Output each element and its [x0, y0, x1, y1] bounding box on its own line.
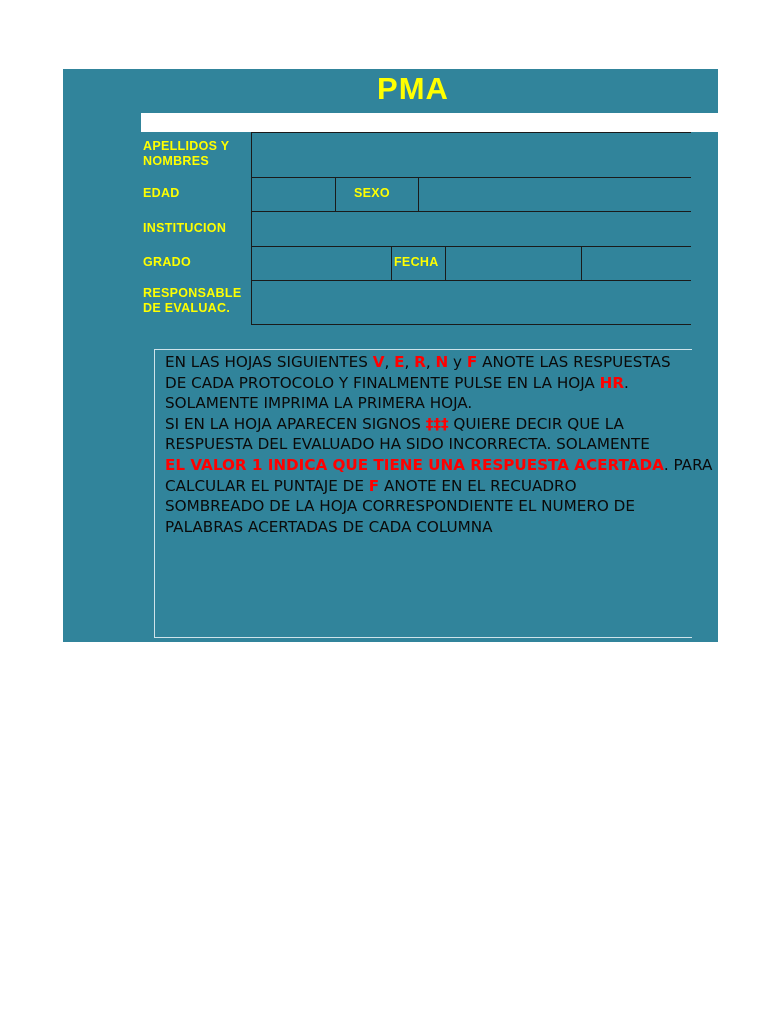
- separator: ,: [404, 353, 415, 371]
- sheet-e-ref: E: [394, 353, 405, 371]
- instructions-box: [154, 349, 713, 638]
- sheet-hr-ref: HR: [599, 373, 625, 392]
- instruction-line-1: [165, 352, 765, 373]
- age-field[interactable]: [252, 178, 335, 211]
- instruction-line-9: PALABRAS ACERTADAS DE CADA COLUMNA: [165, 517, 493, 536]
- instruction-text: .: [624, 373, 629, 392]
- instruction-text: QUIERE DECIR QUE LA: [448, 414, 624, 433]
- age-label: EDAD: [143, 186, 180, 200]
- grade-field[interactable]: [252, 247, 391, 280]
- name-label-line2: NOMBRES: [143, 154, 209, 168]
- instruction-line-5: RESPUESTA DEL EVALUADO HA SIDO INCORRECTA. SOLAMENTE: [165, 435, 650, 454]
- sheet-n-ref: N: [435, 353, 449, 371]
- correct-value-note: EL VALOR 1 INDICA QUE TIENE UNA RESPUESTA ACERTADA: [165, 455, 664, 474]
- institution-label: INSTITUCION: [143, 221, 227, 235]
- instruction-line-8: SOMBREADO DE LA HOJA CORRESPONDIENTE EL NUMERO DE: [165, 497, 635, 516]
- form-title: PMA: [377, 71, 449, 106]
- instruction-line-3: SOLAMENTE IMPRIMA LA PRIMERA HOJA.: [165, 394, 473, 413]
- responsible-label: [143, 286, 241, 316]
- instruction-line-7: [165, 476, 765, 497]
- responsible-field[interactable]: [252, 281, 691, 324]
- instruction-text: DE CADA PROTOCOLO Y FINALMENTE PULSE EN LA HOJA: [165, 373, 600, 392]
- sex-field[interactable]: [419, 178, 691, 211]
- sheet-f-ref: F: [466, 353, 478, 371]
- instruction-line-4: [165, 414, 765, 435]
- instruction-text: ANOTE EN EL RECUADRO: [379, 476, 577, 495]
- sheet-r-ref: R: [414, 353, 426, 371]
- instruction-text: SI EN LA HOJA APARECEN SIGNOS: [165, 414, 426, 433]
- date-label: FECHA: [394, 255, 439, 269]
- date-field[interactable]: [446, 247, 581, 280]
- grid-line: [251, 324, 691, 325]
- name-field[interactable]: [252, 133, 691, 177]
- instruction-text: CALCULAR EL PUNTAJE DE: [165, 476, 369, 495]
- responsible-label-line1: RESPONSABLE: [143, 286, 242, 300]
- name-label: [143, 139, 229, 169]
- institution-field[interactable]: [252, 212, 691, 246]
- sex-label: SEXO: [354, 186, 390, 200]
- instruction-text: . PARA: [663, 455, 713, 474]
- instruction-text: EN LAS HOJAS SIGUIENTES: [165, 353, 373, 371]
- separator: ,: [384, 353, 395, 371]
- instructions-text: [165, 352, 765, 537]
- responsible-label-line2: DE EVALUAC.: [143, 301, 231, 315]
- sheet-v-ref: V: [372, 353, 385, 371]
- separator: ,: [425, 353, 436, 371]
- instruction-line-2: [165, 373, 765, 394]
- header-divider-bar: [141, 113, 718, 132]
- error-signs: ‡‡‡: [425, 414, 449, 433]
- grade-label: GRADO: [143, 255, 192, 269]
- separator: y: [448, 353, 467, 371]
- grid-line: [335, 177, 336, 212]
- instruction-line-6: [165, 455, 765, 476]
- form-sheet: [63, 69, 718, 642]
- sheet-f-ref: F: [368, 476, 380, 495]
- extra-field[interactable]: [582, 247, 691, 280]
- name-label-line1: APELLIDOS Y: [143, 139, 230, 153]
- instruction-text: ANOTE LAS RESPUESTAS: [477, 353, 671, 371]
- grid-line: [391, 246, 392, 281]
